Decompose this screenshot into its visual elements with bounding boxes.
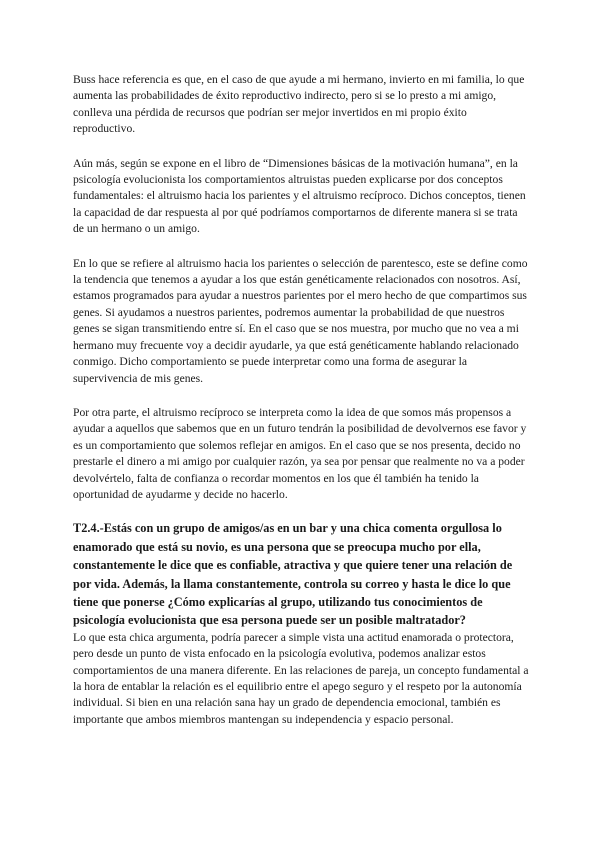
- answer-paragraph: Lo que esta chica argumenta, podría parecer a simple vista una actitud enamorada o protectora, pero desde un punto de vista enfocado en la psicología evolutiva, podemos analizar estos comportamientos de una manera diferente. En las relaciones de pareja, un concepto fundamental a la hora de entablar la relación es el equilibrio entre el apego seguro y el respeto por la autonomía individual. Si bien en una relación sana hay un grado de dependencia emocional, también es importante que ambos miembros mantengan su independencia y espacio personal.: [73, 630, 529, 726]
- paragraph-parientes: En lo que se refiere al altruismo hacia los parientes o selección de parentesco, este se define como la tendencia que tenemos a ayudar a los que están genéticamente relacionados con nosotros. Así, estamos programados para ayudar a nuestros parientes por el mero hecho de que compartimos sus genes. Si ayudamos a nuestros parientes, podremos aumentar la probabilidad de que nuestros genes se sigan transmitiendo entre sí. En el caso que se nos muestra, por mucho que no vea a mi hermano muy frecuente voy a decidir ayudarle, ya que está genéticamente hablando relacionado conmigo. Dicho comportamiento se puede interpretar como una forma de asegurar la supervivencia de mis genes.: [73, 256, 528, 385]
- paragraph-reciproco: Por otra parte, el altruismo recíproco se interpreta como la idea de que somos más propensos a ayudar a aquellos que sabemos que en un futuro tendrán la posibilidad de devolvernos ese favor y es un comportamiento que solemos reflejar en amigos. En el caso que se nos presenta, decido no prestarle el dinero a mi amigo por cualquier razón, ya sea por pensar que realmente no va a poder devolvértelo, falta de confianza o recordar momentos en los que él también ha tenido la oportunidad de ayudarme y decide no hacerlo.: [73, 405, 527, 501]
- paragraph-dimensiones: Aún más, según se expone en el libro de “Dimensiones básicas de la motivación humana”, en la psicología evolucionista los comportamientos altruistas pueden explicarse por dos conceptos fundamentales: el altruismo hacia los parientes y el altruismo recíproco. Dichos conceptos, tienen la capacidad de dar respuesta al por qué podríamos comportarnos de diferente manera si se trata de un hermano o un amigo.: [73, 156, 526, 236]
- paragraph-buss: Buss hace referencia es que, en el caso de que ayude a mi hermano, invierto en mi familia, lo que aumenta las probabilidades de éxito reproductivo indirecto, pero si se lo presto a mi amigo, conlleva una pérdida de recursos que podrían ser mejor invertidos en mi propio éxito reproductivo.: [73, 73, 525, 136]
- question-heading: T2.4.-Estás con un grupo de amigos/as en un bar y una chica comenta orgullosa lo enamorado que está su novio, es una persona que se preocupa mucho por ella, constantemente le dice que es confiable, atractiva y que quiere tener una relación de por vida. Además, la llama constantemente, controla su correo y hasta le dice lo que tiene que ponerse ¿Cómo explicarías al grupo, utilizando tus conocimientos de psicología evolucionista que esa persona puede ser un posible maltratador?: [73, 521, 513, 628]
